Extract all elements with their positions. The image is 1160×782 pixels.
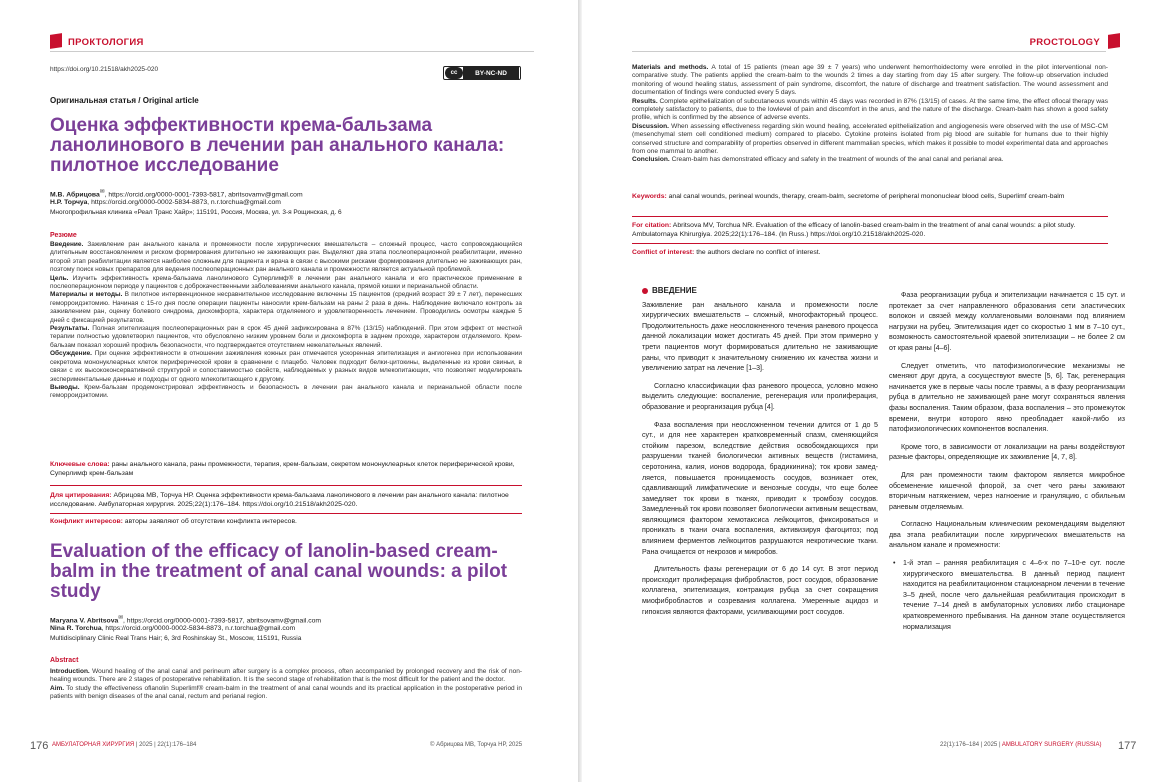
author-contacts: , https://orcid.org/0000-0002-5834-8873, n.r.torchua@gmail.com [87,199,281,206]
doi-link[interactable]: https://doi.org/10.21518/akh2025-020 [50,66,159,73]
abstract-paragraph: Введение. Заживление ран анального канала и промежности после хирургических вмешательств – сложный процесс, часто сопровождающийся длительным восстановлением и риском формирования длительно не заживающих ран. Выделяют два этапа послеоперационной реабилитации, именно второй этап реабилитации является наиболее сложным для пациента и врача в связи с высокими рисками формирования длительно не заживающих ран, поэтому поиск новых препаратов для ведения послеоперационных ран анального канала и промежности является актуальной проблемой. [50,241,522,274]
article-type: Оригинальная статья / Original article [50,96,199,105]
left-page [0,0,578,782]
list-item: • 1-й этап – ранняя реабилитация с 4–6-х по 7–10-е сут. после хирургического вмешательства. В данный период пациент находится на реабилитационном стационарном лечении в течение 3–5 дней, после чего дальнейшая реабилитация происходит в течение 7–14 дней в амбулаторных условиях либо стационаре кратковременного пребывания. На данном этапе осуществляется нормализация [903,558,1125,632]
author-name: Н.Р. Торчуа [50,199,88,206]
en-abstract-heading: Abstract [50,657,79,664]
ru-conflict: Конфликт интересов: авторы заявляют об отсутствии конфликта интересов. [50,518,297,525]
ru-abstract-heading: Резюме [50,232,77,239]
ru-author-2 [50,198,281,207]
en-title: Evaluation of the efficacy of lanolin-based cream-balm in the treatment of anal canal wounds: a pilot study [50,541,508,602]
right-page [582,0,1160,782]
author-contacts: , https://orcid.org/0000-0002-5834-8873, n.r.torchua@gmail.com [101,625,296,632]
abstract-paragraph: Aim. To study the effectiveness oflanolin Superlimf® cream-balm in the treatment of anal canal wounds and its practical application in the postoperative period in patients with benign diseases of the anal canal, rectum and perianal region. [50,684,522,701]
en-abstract [50,668,522,702]
page-number: 177 [1118,740,1137,752]
section-title: PROCTOLOGY [1029,37,1100,48]
rehab-list [889,558,1125,632]
body-paragraph: Согласно классификации фаз раневого процесса, условно можно выделить следующие: воспаление, регенерация или пролиферация, образование и реорганизация рубца [4]. [642,381,878,411]
en-affiliation: Multidisciplinary Clinic Real Trans Hair; 6, 3rd Roshinskay St., Moscow, 115191, Russia [50,635,302,642]
body-paragraph: Длительность фазы регенерации от 6 до 14 сут. В этот период происходит пролиферация фибробластов, рост сосудов, образование коллагена, эпителизация, контракция рубца за счет сокращения миофибробластов и созревания коллагена. Умеренные ацидоз и гипоксия являются факторами, усиливающими рост сосудов. [642,565,878,616]
footer-journal: АМБУЛАТОРНАЯ ХИРУРГИЯ | 2025 | 22(1):176–184 [52,742,197,748]
en-abstract-continued [632,64,1108,165]
body-paragraph: Заживление ран анального канала и промежности после хирургических вмешательств – сложный, многофакторный процесс. Продолжительность даже неосложненного течения раневого процесса данной локализации может достигать 45 дней. При этом примерно у трети пациентов могут формироваться длительно не заживающие раны, что приводит к значительному снижению их качества жизни и увеличению затрат на лечение [1–3]. [642,300,878,373]
abstract-paragraph: Выводы. Крем-бальзам продемонстрировал эффективность и безопасность в лечении ран анального канала и перианальной области после геморроидэктомии. [50,383,522,400]
cc-icon: cc [445,67,463,79]
author-name: М.В. Абрицова [50,191,100,199]
section-cube-icon [1108,33,1120,49]
abstract-paragraph: Introduction. Wound healing of the anal canal and perineum after surgery is a complex process, often accompanied by prolonged recovery and the risk of non-healing wounds. There are 2 stages of postoperative rehabilitation. It is the second stage of rehabilitation that is the most difficult for the patient and the doctor. [50,668,522,684]
author-contacts: , https://orcid.org/0000-0001-7393-5817, abritsovamv@gmail.com [104,191,303,199]
en-keywords: Keywords: anal canal wounds, perineal wounds, therapy, cream-balm, secretome of peripheral mononuclear blood cells, Superlimf cream-balm [632,193,1065,200]
body-column-1 [642,286,878,624]
author-name: Nina R. Torchua [50,625,102,632]
body-paragraph: Фаза реорганизации рубца и эпителизации начинается с 15 сут. и протекает за счет направленного образования сети эластических волокон и связей между коллагеновыми волокнами под влиянием нагрузки на рубец. Эпителизация идет со скоростью 1 мм в 7–10 сут., возможность самостоятельной краевой эпителизации – не более 2 см от края раны [4–6]. [889,291,1125,352]
divider [50,485,522,486]
footer-copyright: © Абрицова МВ, Торчуа НР, 2025 [430,742,523,748]
body-paragraph: Согласно Национальным клиническим рекомендациям выделяют два этапа реабилитации после хирургических вмешательств на анальном канале и промежности: [889,520,1125,550]
body-paragraph: Для ран промежности таким фактором является микробное обсеменение кишечной флорой, за счет чего раны заживают вторичным натяжением, через нагноение и грануляцию, с обильным раневым отделяемым. [889,470,1125,511]
body-paragraph: Фаза воспаления при неосложненном течении длится от 1 до 5 сут., и для нее характерен кратковременный спазм, сменяющийся стойким парезом, вследствие действия освобождающихся при разрушении тканей биологически активных веществ (гистамина, серотонина, калия, ионов водорода, брадикинина); ток крови замедляется, повышается проницаемость сосудов, возникает отек, сдавливающий лимфатические и венозные сосуды, что еще более замедляет ток крови в тканях, приводит к тромбозу сосудов. Замедленный ток крови позволяет биологически активным веществам, являющимся фактором хемотаксиса лейкоцитов, фиксироваться и проникать в ткани очага воспаления, активизируя фагоцитоз; под влиянием ферментов лейкоцитов разрушаются некротические ткани. Рана очищается от некрозов и микробов. [642,420,878,556]
section-header [50,36,534,52]
abstract-paragraph: Материалы и методы. В пилотное интервенционное несравнительное исследование включены 15 пациентов (средний возраст 39 ± 7 лет), перенесших геморроидэктомию. Начиная с 15-го дня после операции пациенты наносили крем-бальзам на раны 2 раза в день. Наблюдение включало контроль за заживлением ран, оценку болевого синдрома, дискомфорта, характера отделяемого и удовлетворенность лечением. Проводились осмотры каждые 5 дней с фиксацией результатов. [50,291,522,324]
author-name: Maryana V. Abritsova [50,617,119,625]
ru-affiliation: Многопрофильная клиника «Реал Транс Хайр»; 115191, Россия, Москва, ул. 3-я Рощинская, д. 6 [50,209,342,216]
en-citation: For citation: Abritsova MV, Torchua NR. Evaluation of the efficacy of lanolin-based cream-balm in the treatment of anal canal wounds: a pilot study. Ambulatornaya Khirurgiya. 2025;22(1):176–184. (In Russ.) https://doi.org/10.21518/akh2025-020. [632,222,1076,238]
abstract-paragraph: Results. Complete epithelialization of subcutaneous wounds within 45 days was recorded in 87% (13/15) of cases. At the same time, the effect oflocal therapy was completely satisfactory to patients, due to the lowlevel of pain and discomfort in the anus, and the nature of the discharge. Cream-balm has shown a good safety profile, which is confirmed by the absence of adverse events. [632,97,1108,122]
abstract-paragraph: Materials and methods. A total of 15 patients (mean age 39 ± 7 years) who underwent hemorrhoidectomy were enrolled in the pilot interventional non-comparative study. The patients applied the cream-balm to the wounds 2 times a day starting from day 15 after surgery. The follow-up observation included monitoring of wound healing status, assessment of pain syndrome, discomfort, the nature of discharge and treatment satisfaction. The wound assessment and documentation of findings were conducted every 5 days. [632,64,1108,97]
en-conflict: Conflict of interest: the authors declare no conflict of interest. [632,249,821,256]
mail-icon[interactable]: ✉ [99,189,105,195]
divider [632,243,1108,244]
author-contacts: , https://orcid.org/0000-0001-7393-5817, abritsovamv@gmail.com [123,617,322,625]
section-cube-icon [50,33,62,49]
section-header [632,36,1106,52]
divider [50,513,522,514]
ru-abstract [50,241,522,401]
ru-citation: Для цитирования: Абрицова МВ, Торчуа НР. Оценка эффективности крема-бальзама ланолинового в лечении ран анального канала: пилотное исследование. Амбулаторная хирургия. 2025;22(1):176–184. https://doi.org/10.21518/akh2025-020. [50,492,509,508]
abstract-paragraph: Обсуждение. При оценке эффективности в отношении заживления кожных ран отмечается ускоренная эпителизация и ангиогенез при использовании секретома мононуклеарных клеток периферической крови в сравнении с плацебо. Человек подходит белки-цитокины, выделенные из крови свиньи, в связи с их высококонсервативной структурой и сопоставимостью свойств, наблюдаемых у разных видов млекопитающих, что позволяет моделировать экспериментальные данные и подходы от одного млекопитающего к другому. [50,350,522,383]
license-label: BY-NC-ND [463,67,519,79]
license-badge[interactable] [443,66,521,80]
body-paragraph: Кроме того, в зависимости от локализации на раны воздействуют разные факторы, определяющие их заживление [4, 7, 8]. [889,442,1125,462]
abstract-paragraph: Цель. Изучить эффективность крема-бальзама ланолинового Суперлимф® в лечении ран анального канала и его практическое применение в послеоперационном периоде у пациентов с доброкачественными заболеваниями анального канала, прямой кишки и перианальной области. [50,274,522,291]
page-number: 176 [30,740,49,752]
section-title: ПРОКТОЛОГИЯ [68,37,144,48]
divider [632,216,1108,217]
body-paragraph: Следует отметить, что патофизиологические механизмы не сменяют друг друга, а сосуществуют вместе [5, 6]. Так, регенерация начинается уже в первые часы после травмы, а в фазу реорганизации рубца в длительно не заживающей ране могут сохраняться явления фазы воспаления. Таким образом, фаза воспаления – это промежуток времени, внутри которого явно преобладает какой-либо из патофизиологических компонентов воспаления. [889,361,1125,434]
mail-icon[interactable]: ✉ [118,615,124,621]
ru-keywords: Ключевые слова: раны анального канала, раны промежности, терапия, крем-бальзам, секретом мононуклеарных клеток периферической крови, Суперлимф крем-бальзам [50,461,515,477]
en-author-2 [50,624,295,633]
abstract-paragraph: Conclusion. Cream-balm has demonstrated efficacy and safety in the treatment of wounds of the anal canal and perianal area. [632,156,1004,164]
abstract-paragraph: Discussion. When assessing effectiveness regarding skin wound healing, accelerated epithelialization and angiogenesis were observed with the use of MSC-CM (mesenchymal stem cell conditioned medium) compared to placebo. Cytokine proteins isolated from pig blood are suitable for humans due to their highly conserved structure and comparability of properties observed in different mammalian species, which makes it possible to model experimental data and approaches from one mammal to another. [632,122,1108,156]
body-column-2 [889,290,1125,632]
bullet-icon [642,288,648,294]
abstract-paragraph: Результаты. Полная эпителизация послеоперационных ран в срок 45 дней зафиксирована в 87% (13/15) наблюдений. При этом эффект от местной терапии полностью удовлетворил пациентов, что обусловлено низким уровнем боли и дискомфорта в заднем проходе, характером отделяемого. Крем-бальзам показал хороший профиль безопасности, что подтверждается отсутствием нежелательных явлений. [50,325,522,349]
intro-heading: ВВЕДЕНИЕ [642,286,878,297]
ru-title: Оценка эффективности крема-бальзама ланолинового в лечении ран анального канала: пилотное исследование [50,115,505,176]
footer-journal: 22(1):176–184 | 2025 | AMBULATORY SURGERY (RUSSIA) [940,742,1102,748]
